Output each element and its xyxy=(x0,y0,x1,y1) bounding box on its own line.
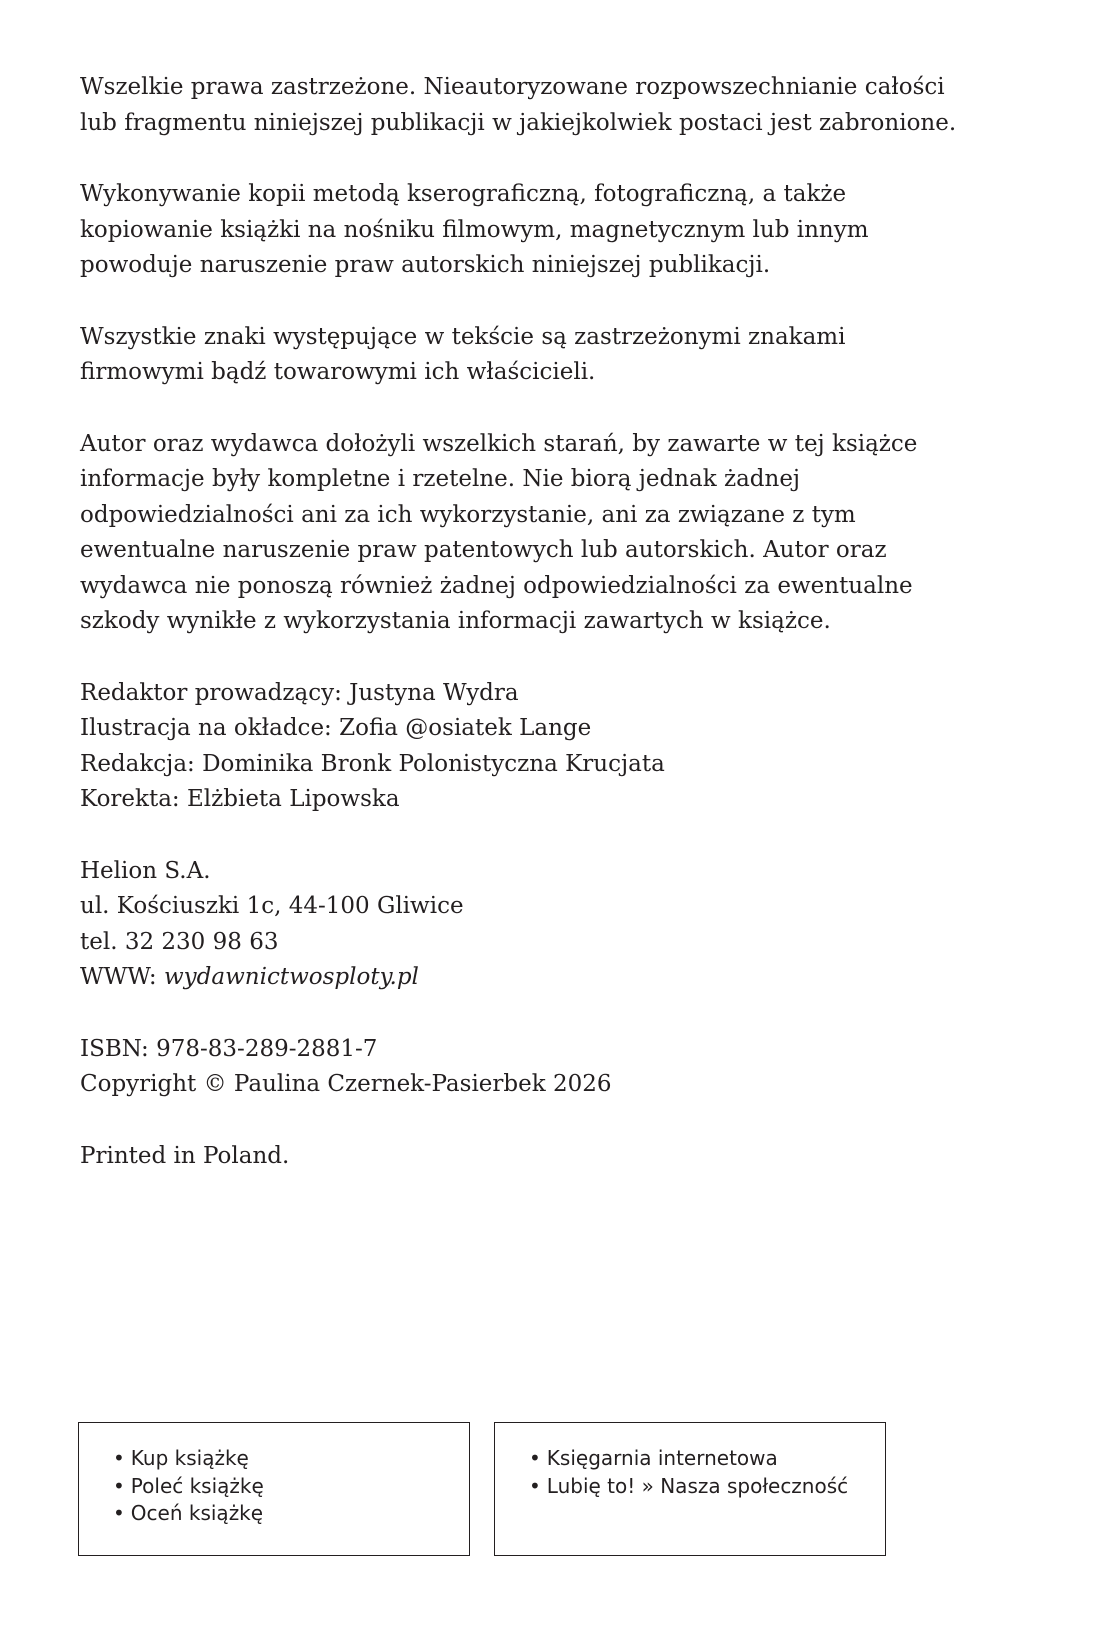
publisher-block xyxy=(80,854,1040,996)
text-line: szkody wynikłe z wykorzystania informacji zawartych w książce. xyxy=(80,608,831,634)
text-line: informacje były kompletne i rzetelne. Nie biorą jednak żadnej xyxy=(80,466,801,492)
book-actions-box xyxy=(78,1422,470,1556)
bullet: • xyxy=(529,1473,541,1498)
link-boxes xyxy=(78,1422,894,1560)
isbn: ISBN: 978-83-289-2881-7 xyxy=(80,1035,378,1062)
website-link[interactable]: wydawnictwosploty.pl xyxy=(163,964,419,990)
publisher-name: Helion S.A. xyxy=(80,857,211,884)
list-item[interactable] xyxy=(529,1445,885,1473)
text-line: Wszystkie znaki występujące w tekście są zastrzeżonymi znakami xyxy=(80,323,846,350)
list-item[interactable] xyxy=(529,1473,885,1501)
recommend-book-link[interactable]: Poleć książkę xyxy=(130,1473,264,1498)
liability-disclaimer-paragraph xyxy=(80,427,1040,640)
credits-block xyxy=(80,676,1040,818)
list-item[interactable] xyxy=(113,1500,469,1528)
text-line: firmowymi bądź towarowymi ich właścicieli. xyxy=(80,359,596,385)
isbn-block xyxy=(80,1032,1040,1103)
publisher-address: ul. Kościuszki 1c, 44-100 Gliwice xyxy=(80,893,464,919)
rights-reserved-paragraph xyxy=(80,70,1040,141)
list-item[interactable] xyxy=(113,1473,469,1501)
credit-proofreading: Korekta: Elżbieta Lipowska xyxy=(80,786,400,812)
printed-in: Printed in Poland. xyxy=(80,1142,290,1169)
printed-block xyxy=(80,1139,1040,1175)
credit-redaction: Redakcja: Dominika Bronk Polonistyczna Krucjata xyxy=(80,750,665,777)
list-item[interactable] xyxy=(113,1445,469,1473)
credit-editor: Redaktor prowadzący: Justyna Wydra xyxy=(80,679,519,706)
publisher-website xyxy=(80,960,1040,996)
credit-cover-illustration: Ilustracja na okładce: Zofia @osiatek Lange xyxy=(80,715,592,741)
bullet: • xyxy=(529,1446,541,1470)
bullet: • xyxy=(113,1501,125,1525)
bookstore-box xyxy=(494,1422,886,1556)
text-line: odpowiedzialności ani za ich wykorzystanie, ani za związane z tym xyxy=(80,501,856,528)
text-line: Wszelkie prawa zastrzeżone. Nieautoryzowane rozpowszechnianie całości xyxy=(80,74,945,100)
text-line: kopiowanie książki na nośniku filmowym, magnetycznym lub innym xyxy=(80,216,869,243)
trademarks-paragraph xyxy=(80,320,1040,391)
copyright-page xyxy=(80,70,1040,1210)
text-line: Autor oraz wydawca dołożyli wszelkich starań, by zawarte w tej książce xyxy=(80,430,918,457)
text-line: powoduje naruszenie praw autorskich niniejszej publikacji. xyxy=(80,252,771,278)
buy-book-link[interactable]: Kup książkę xyxy=(130,1446,249,1470)
publisher-phone: tel. 32 230 98 63 xyxy=(80,928,279,955)
text-line: wydawca nie ponoszą również żadnej odpowiedzialności za ewentualne xyxy=(80,572,913,599)
text-line: ewentualne naruszenie praw patentowych lub autorskich. Autor oraz xyxy=(80,537,887,563)
bullet: • xyxy=(113,1446,125,1470)
copyright-notice: Copyright © Paulina Czernek-Pasierbek 2026 xyxy=(80,1071,612,1097)
bullet: • xyxy=(113,1473,125,1498)
text-line: Wykonywanie kopii metodą kserograficzną, fotograficzną, a także xyxy=(80,181,847,207)
community-link[interactable]: Lubię to! » Nasza społeczność xyxy=(546,1473,849,1498)
text-line: lub fragmentu niniejszej publikacji w jakiejkolwiek postaci jest zabronione. xyxy=(80,109,957,136)
website-label: WWW: xyxy=(80,964,164,990)
rate-book-link[interactable]: Oceń książkę xyxy=(130,1501,264,1525)
online-bookstore-link[interactable]: Księgarnia internetowa xyxy=(546,1446,778,1470)
copying-notice-paragraph xyxy=(80,177,1040,284)
